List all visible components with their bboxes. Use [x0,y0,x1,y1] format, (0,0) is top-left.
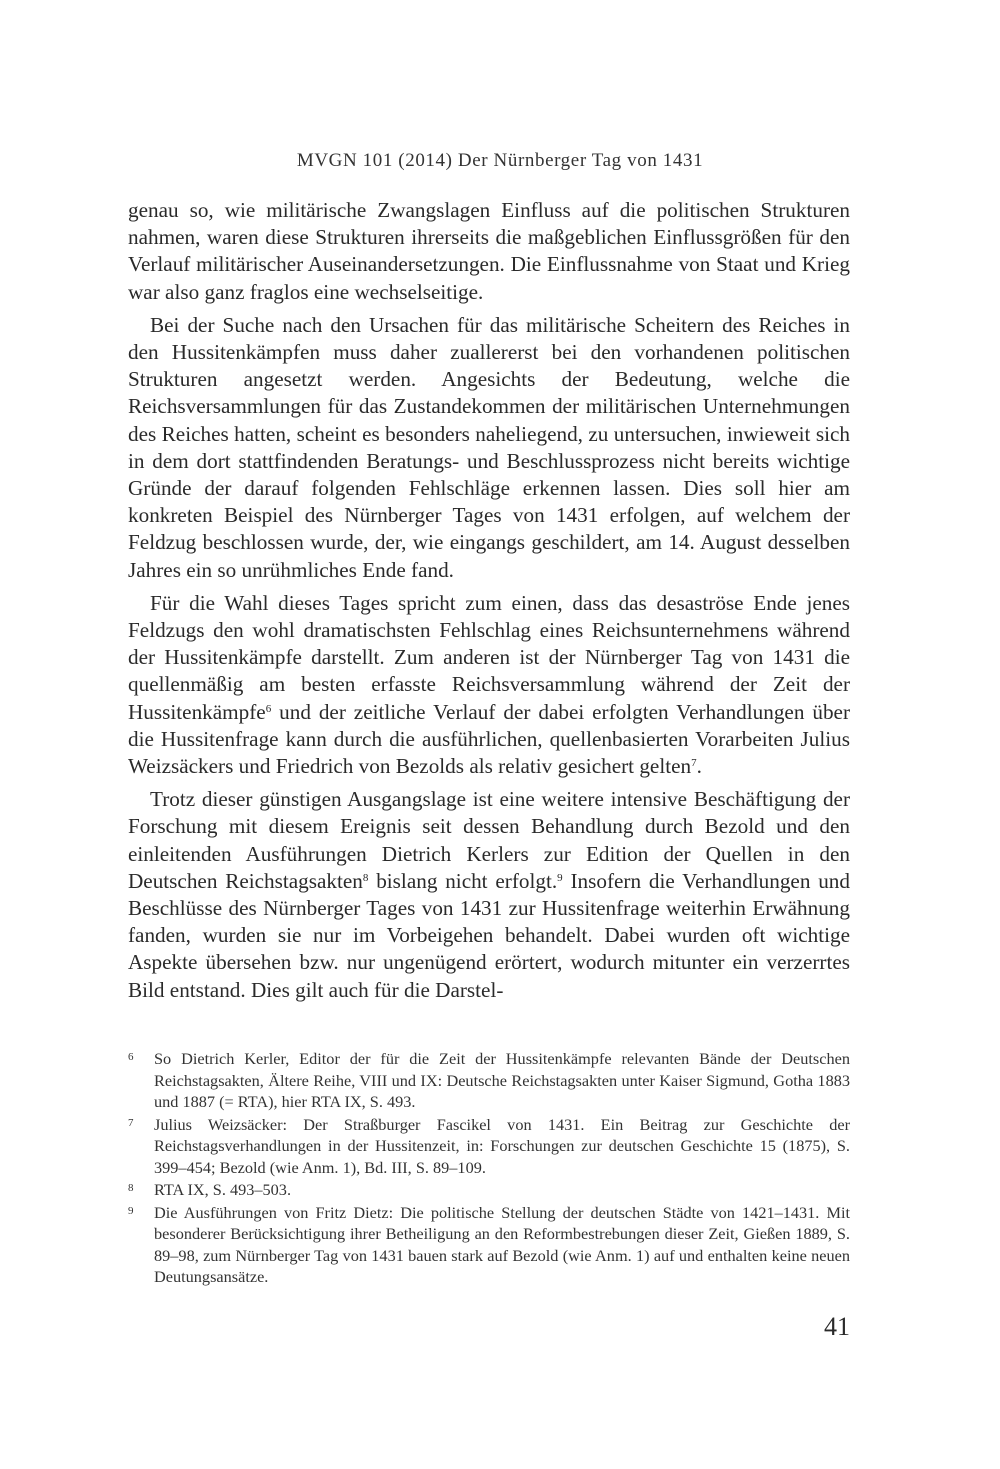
paragraph-3 [128,590,850,780]
footnote-number: 6 [128,1051,134,1063]
paragraph-4 [128,786,850,1004]
main-text [128,197,850,1010]
footnote-text: Julius Weizsäcker: Der Straßburger Fascikel von 1431. Ein Beitrag zur Geschichte der Reichstagsverhandlungen in der Hussitenzeit, in: Forschungen zur deutschen Geschichte 15 (1875), S. 399–454; Bezold (wie Anm. 1), Bd. III, S. 89–109. [154,1114,850,1177]
footnote-text: So Dietrich Kerler, Editor der für die Zeit der Hussitenkämpfe relevanten Bände der Deutschen Reichstagsakten, Ältere Reihe, VIII und IX: Deutsche Reichstagsakten unter Kaiser Sigmund, Gotha 1883 und 1887 (= RTA), hier RTA IX, S. 493. [154,1049,850,1111]
page-number: 41 [824,1312,850,1341]
footnote-9 [128,1202,850,1288]
footnote-6 [128,1048,850,1113]
paragraph-text: Bei der Suche nach den Ursachen für das militärische Scheitern des Reiches in den Hussitenkämpfen muss daher zuallererst bei den vorhandenen politischen Strukturen angesetzt werden. Angesichts der Bedeutung, welche die Reichsversammlungen für das Zustandekommen der militärischen Unternehmungen des Reiches hatten, scheint es besonders naheliegend, zu untersuchen, inwieweit sich in dem dort stattfindenden Beratungs- und Beschlussprozess nicht bereits wichtige Gründe der darauf folgenden Fehlschläge erkennen lassen. Dies soll hier am konkreten Beispiel des Nürnberger Tages von 1431 erfolgen, auf welchem der Feldzug beschlossen wurde, der, wie eingangs geschildert, am 14. August desselben Jahres ein so unrühmliches Ende fand. [128,312,850,582]
footnote-7 [128,1114,850,1179]
footnote-ref-6[interactable]: 6 [265,702,272,715]
running-head: MVGN 101 (2014) Der Nürnberger Tag von 1431 [296,150,704,171]
footnote-ref-9[interactable]: 9 [557,871,563,884]
paragraph-text: genau so, wie militärische Zwangslagen Einfluss auf die politischen Strukturen nahmen, waren diese Strukturen ihrerseits die maßgeblichen Einflussgrößen für den Verlauf militärischer Auseinandersetzungen. Die Einflussnahme von Staat und Krieg war also ganz fraglos eine wechselseitige. [128,198,850,304]
footnote-8 [128,1179,850,1201]
paragraph-text: Für die Wahl dieses Tages spricht zum einen, dass das desaströse Ende jenes Feldzugs den wohl dramatischsten Fehlschlag eines Reichsunternehmens während der Hussitenkämpfe darstellt. Zum anderen ist der Nürnberger Tag von 1431 die quellenmäßig am besten erfasste Reichsversammlung während der Zeit der Hussitenkämpfe [128,590,850,724]
footnotes [128,1048,850,1289]
paragraph-1 [128,197,850,306]
paragraph-text: und der zeitliche Verlauf der dabei erfolgten Verhandlungen über die Hussitenfrage kann durch die ausführlichen, quellenbasierten Vorarbeiten Julius Weizsäckers und Friedrich von Bezolds als relativ gesichert gelten [128,699,850,779]
footnote-ref-8[interactable]: 8 [362,871,369,884]
footnote-text: RTA IX, S. 493–503. [154,1180,292,1199]
paragraph-2 [128,312,850,584]
footnote-number: 8 [128,1182,134,1194]
footnote-number: 7 [128,1116,134,1129]
paragraph-text: bislang nicht erfolgt. [368,868,558,893]
paragraph-text: Trotz dieser günstigen Ausgangslage ist eine weitere intensive Beschäftigung der Forschung mit diesem Ereignis seit dessen Behandlung durch Bezold und den einleitenden Ausführungen Dietrich Kerlers zur Edition der Quellen in den Deutschen Reichstagsakten [128,787,850,893]
footnote-ref-7[interactable]: 7 [691,757,697,770]
footnote-text: Die Ausführungen von Fritz Dietz: Die politische Stellung der deutschen Städte von 1421–1431. Mit besonderer Berücksichtigung ihrer Betheiligung an den Reformbestrebungen dieser Zeit, Gießen 1889, S. 89–98, zum Nürnberger Tag von 1431 bauen stark auf Bezold (wie Anm. 1) auf und enthalten keine neuen Deutungsansätze. [154,1202,850,1286]
footnote-number: 9 [128,1204,134,1217]
paragraph-text: . [696,754,702,779]
paragraph-text: Insofern die Verhandlungen und Beschlüsse des Nürnberger Tages von 1431 zur Hussitenfrage weiterhin Erwähnung fanden, wurden sie nur im Vorbeigehen behandelt. Dabei wurden oft wichtige Aspekte übersehen bzw. nur ungenügend erörtert, wodurch mitunter ein verzerrtes Bild entstand. Dies gilt auch für die Darstel- [128,868,850,1002]
